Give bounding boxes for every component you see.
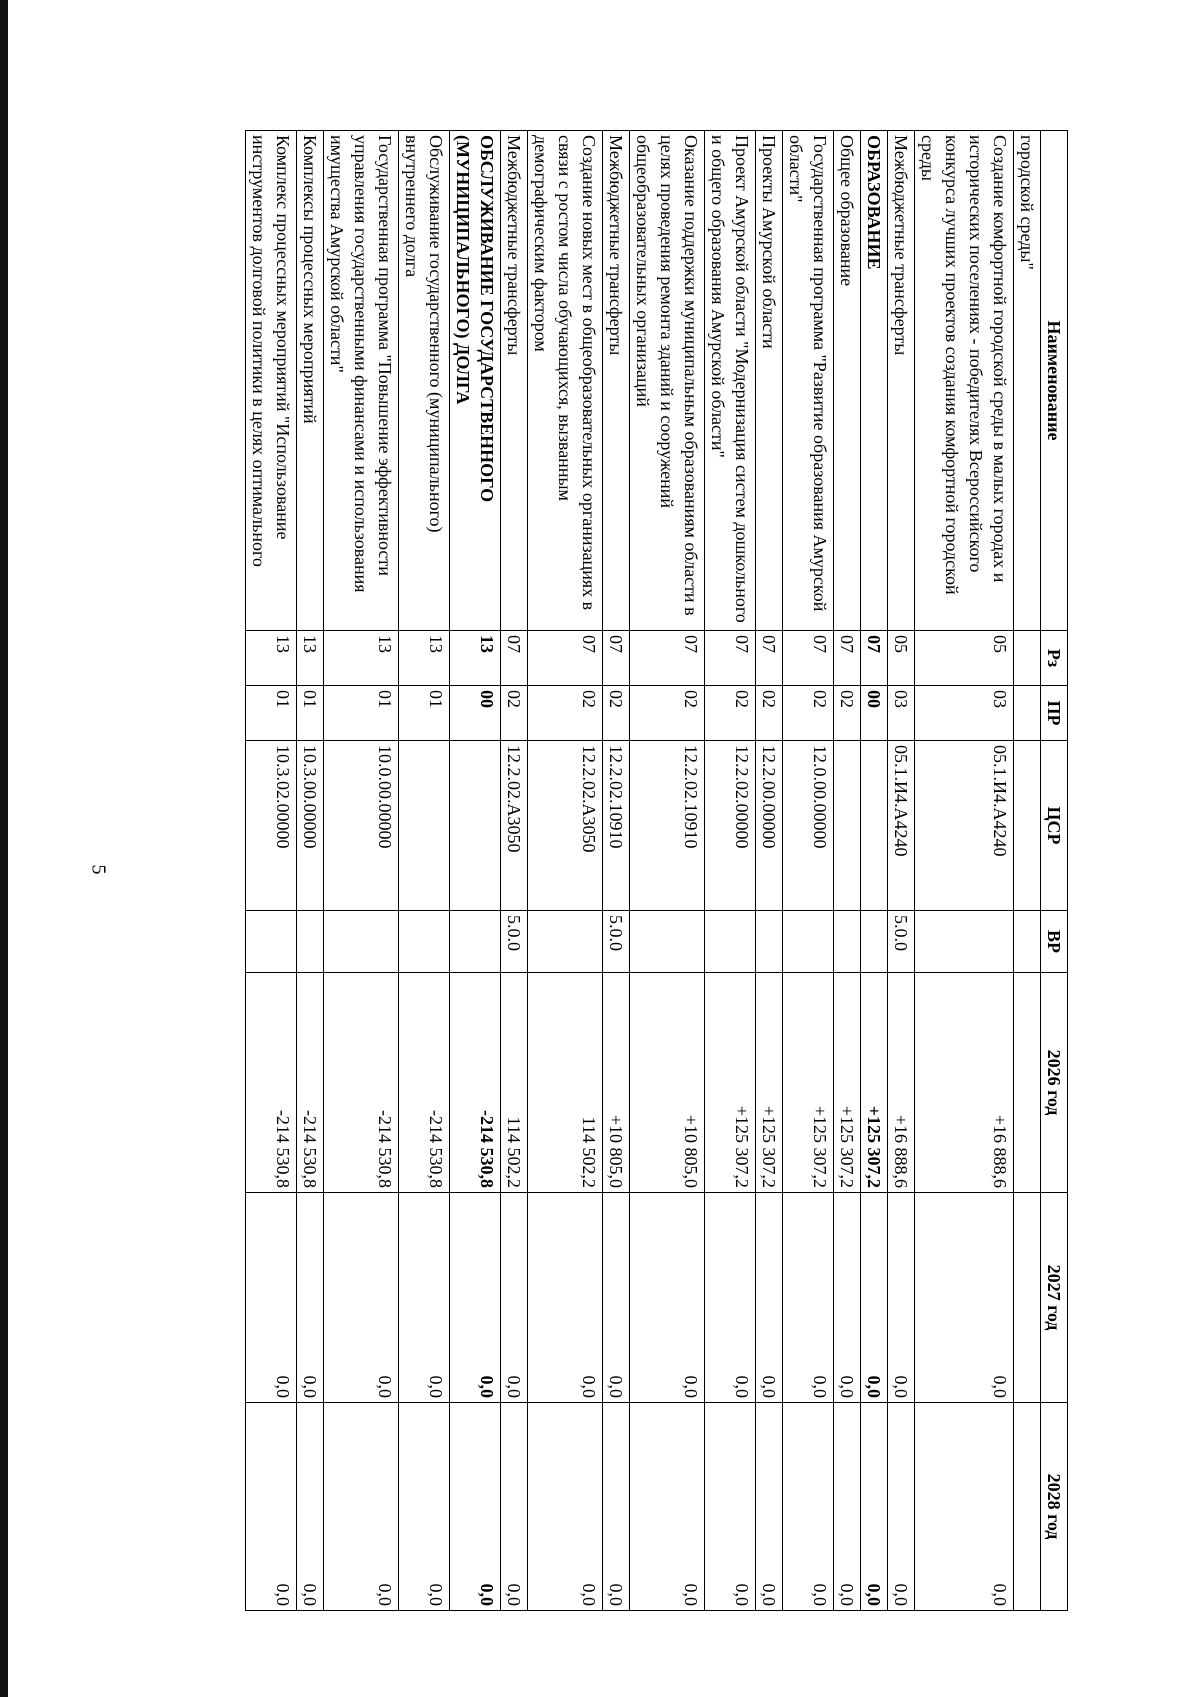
cell-2027 — [1014, 1193, 1041, 1403]
cell-vr — [756, 911, 783, 973]
cell-2027: 0,0 — [399, 1193, 450, 1403]
cell-pr: 01 — [297, 686, 324, 741]
cell-rz: 07 — [783, 631, 834, 686]
cell-2026: +125 307,2 — [756, 973, 783, 1193]
budget-table — [245, 130, 1068, 1611]
cell-rz: 07 — [834, 631, 861, 686]
table-row — [324, 131, 399, 1611]
cell-2026: -214 530,8 — [246, 973, 297, 1193]
cell-pr: 02 — [834, 686, 861, 741]
cell-name: Государственная программа "Повышение эффективности управления государственными финансами и использования имущества Амурской области" — [324, 131, 399, 631]
cell-csr: 05.1.И4.А4240 — [915, 741, 1014, 911]
cell-vr — [834, 911, 861, 973]
cell-pr: 02 — [756, 686, 783, 741]
cell-2027: 0,0 — [861, 1193, 888, 1403]
cell-pr: 01 — [399, 686, 450, 741]
cell-2026: +125 307,2 — [861, 973, 888, 1193]
cell-vr — [630, 911, 705, 973]
table-row — [834, 131, 861, 1611]
cell-name: Межбюджетные трансферты — [501, 131, 528, 631]
cell-name: ОБСЛУЖИВАНИЕ ГОСУДАРСТВЕННОГО (МУНИЦИПАЛЬНОГО) ДОЛГА — [450, 131, 501, 631]
cell-csr: 12.2.02.10910 — [603, 741, 630, 911]
cell-rz — [1014, 631, 1041, 686]
header-2027: 2027 год — [1041, 1193, 1068, 1403]
table-header-row — [1041, 131, 1068, 1611]
cell-name: Проект Амурской области "Модернизация систем дошкольного и общего образования Амурской области" — [705, 131, 756, 631]
cell-csr — [399, 741, 450, 911]
cell-2026: +16 888,6 — [888, 973, 915, 1193]
cell-2028: 0,0 — [324, 1403, 399, 1611]
cell-2028: 0,0 — [861, 1403, 888, 1611]
cell-pr: 02 — [501, 686, 528, 741]
header-pr: ПР — [1041, 686, 1068, 741]
table-row — [630, 131, 705, 1611]
cell-pr: 00 — [861, 686, 888, 741]
cell-2027: 0,0 — [888, 1193, 915, 1403]
cell-pr: 03 — [888, 686, 915, 741]
cell-name: Комплексы процессных мероприятий — [297, 131, 324, 631]
table-row — [705, 131, 756, 1611]
cell-rz: 07 — [861, 631, 888, 686]
table-row — [399, 131, 450, 1611]
cell-2028: 0,0 — [888, 1403, 915, 1611]
cell-pr: 03 — [915, 686, 1014, 741]
cell-2027: 0,0 — [324, 1193, 399, 1403]
cell-2026: -214 530,8 — [399, 973, 450, 1193]
cell-pr: 01 — [246, 686, 297, 741]
cell-csr — [834, 741, 861, 911]
cell-2028 — [1014, 1403, 1041, 1611]
table-row — [861, 131, 888, 1611]
cell-2027: 0,0 — [834, 1193, 861, 1403]
cell-vr — [1014, 911, 1041, 973]
cell-2026: +10 805,0 — [603, 973, 630, 1193]
cell-2028: 0,0 — [297, 1403, 324, 1611]
cell-2026: +16 888,6 — [915, 973, 1014, 1193]
cell-vr — [783, 911, 834, 973]
cell-2027: 0,0 — [783, 1193, 834, 1403]
cell-vr — [399, 911, 450, 973]
cell-2026: +125 307,2 — [705, 973, 756, 1193]
cell-csr: 10.3.02.00000 — [246, 741, 297, 911]
table-row — [1014, 131, 1041, 1611]
rotated-page-content — [178, 130, 1068, 1610]
cell-pr: 02 — [783, 686, 834, 741]
cell-vr — [861, 911, 888, 973]
cell-vr: 5.0.0 — [501, 911, 528, 973]
cell-rz: 13 — [246, 631, 297, 686]
cell-2028: 0,0 — [603, 1403, 630, 1611]
scan-edge — [0, 0, 8, 1697]
cell-name: Межбюджетные трансферты — [888, 131, 915, 631]
cell-name: Государственная программа "Развитие образования Амурской области" — [783, 131, 834, 631]
cell-2028: 0,0 — [399, 1403, 450, 1611]
cell-rz: 13 — [399, 631, 450, 686]
cell-2026: 114 502,2 — [528, 973, 603, 1193]
header-rz: Рз — [1041, 631, 1068, 686]
cell-2026: +10 805,0 — [630, 973, 705, 1193]
cell-vr — [297, 911, 324, 973]
cell-2028: 0,0 — [528, 1403, 603, 1611]
cell-2027: 0,0 — [705, 1193, 756, 1403]
header-csr: ЦСР — [1041, 741, 1068, 911]
cell-csr: 12.2.02.10910 — [630, 741, 705, 911]
cell-csr — [1014, 741, 1041, 911]
cell-csr: 10.0.00.00000 — [324, 741, 399, 911]
cell-2027: 0,0 — [297, 1193, 324, 1403]
cell-2028: 0,0 — [450, 1403, 501, 1611]
cell-2026 — [1014, 973, 1041, 1193]
cell-name: Проекты Амурской области — [756, 131, 783, 631]
cell-rz: 07 — [528, 631, 603, 686]
cell-pr — [1014, 686, 1041, 741]
cell-csr: 10.3.00.00000 — [297, 741, 324, 911]
cell-2028: 0,0 — [783, 1403, 834, 1611]
cell-2026: 114 502,2 — [501, 973, 528, 1193]
cell-2028: 0,0 — [501, 1403, 528, 1611]
cell-name: ОБРАЗОВАНИЕ — [861, 131, 888, 631]
cell-2027: 0,0 — [246, 1193, 297, 1403]
cell-2027: 0,0 — [630, 1193, 705, 1403]
cell-name: Создание новых мест в общеобразовательных организациях в связи с ростом числа обучающихся, вызванным демографическим фактором — [528, 131, 603, 631]
cell-2026: +125 307,2 — [783, 973, 834, 1193]
cell-csr: 12.2.00.00000 — [756, 741, 783, 911]
cell-2026: -214 530,8 — [297, 973, 324, 1193]
cell-vr: 5.0.0 — [888, 911, 915, 973]
cell-2026: -214 530,8 — [324, 973, 399, 1193]
table-row — [450, 131, 501, 1611]
cell-2028: 0,0 — [756, 1403, 783, 1611]
cell-pr: 01 — [324, 686, 399, 741]
cell-rz: 05 — [888, 631, 915, 686]
cell-csr: 12.2.02.00000 — [705, 741, 756, 911]
cell-vr — [450, 911, 501, 973]
table-row — [603, 131, 630, 1611]
cell-name: Оказание поддержки муниципальным образованиям области в целях проведения ремонта зданий и сооружений общеобразовательных организаций — [630, 131, 705, 631]
cell-pr: 00 — [450, 686, 501, 741]
cell-rz: 07 — [705, 631, 756, 686]
table-row — [246, 131, 297, 1611]
table-row — [297, 131, 324, 1611]
cell-2026: -214 530,8 — [450, 973, 501, 1193]
cell-pr: 02 — [528, 686, 603, 741]
cell-2027: 0,0 — [450, 1193, 501, 1403]
cell-2028: 0,0 — [705, 1403, 756, 1611]
cell-2027: 0,0 — [915, 1193, 1014, 1403]
cell-2027: 0,0 — [528, 1193, 603, 1403]
cell-vr — [915, 911, 1014, 973]
table-row — [888, 131, 915, 1611]
cell-name: Межбюджетные трансферты — [603, 131, 630, 631]
cell-vr: 5.0.0 — [603, 911, 630, 973]
cell-name: Общее образование — [834, 131, 861, 631]
header-2026: 2026 год — [1041, 973, 1068, 1193]
cell-vr — [324, 911, 399, 973]
table-row — [915, 131, 1014, 1611]
cell-name: городской среды" — [1014, 131, 1041, 631]
cell-pr: 02 — [630, 686, 705, 741]
cell-rz: 13 — [324, 631, 399, 686]
cell-rz: 13 — [297, 631, 324, 686]
cell-rz: 13 — [450, 631, 501, 686]
cell-2027: 0,0 — [756, 1193, 783, 1403]
cell-2028: 0,0 — [246, 1403, 297, 1611]
table-body — [246, 131, 1041, 1611]
table-row — [756, 131, 783, 1611]
cell-rz: 07 — [603, 631, 630, 686]
cell-csr: 12.0.00.00000 — [783, 741, 834, 911]
cell-rz: 07 — [756, 631, 783, 686]
cell-csr: 12.2.02.А3050 — [528, 741, 603, 911]
cell-csr: 12.2.02.А3050 — [501, 741, 528, 911]
cell-rz: 07 — [501, 631, 528, 686]
table-row — [501, 131, 528, 1611]
cell-vr — [705, 911, 756, 973]
header-vr: ВР — [1041, 911, 1068, 973]
cell-name: Комплекс процессных мероприятий "Использование инструментов долговой политики в целях оптимального — [246, 131, 297, 631]
cell-name: Создание комфортной городской среды в малых городах и исторических поселениях - победителях Всероссийского конкурса лучших проектов создания комфортной городской среды — [915, 131, 1014, 631]
cell-csr — [450, 741, 501, 911]
table-row — [528, 131, 603, 1611]
page-number: 5 — [87, 864, 110, 875]
cell-2027: 0,0 — [603, 1193, 630, 1403]
cell-vr — [246, 911, 297, 973]
cell-csr: 05.1.И4.А4240 — [888, 741, 915, 911]
cell-2028: 0,0 — [915, 1403, 1014, 1611]
cell-2028: 0,0 — [630, 1403, 705, 1611]
cell-2028: 0,0 — [834, 1403, 861, 1611]
cell-name: Обслуживание государственного (муниципального) внутреннего долга — [399, 131, 450, 631]
cell-vr — [528, 911, 603, 973]
header-name: Наименование — [1041, 131, 1068, 631]
table-row — [783, 131, 834, 1611]
cell-rz: 07 — [630, 631, 705, 686]
cell-rz: 05 — [915, 631, 1014, 686]
cell-2026: +125 307,2 — [834, 973, 861, 1193]
cell-pr: 02 — [705, 686, 756, 741]
cell-2027: 0,0 — [501, 1193, 528, 1403]
cell-csr — [861, 741, 888, 911]
cell-pr: 02 — [603, 686, 630, 741]
header-2028: 2028 год — [1041, 1403, 1068, 1611]
